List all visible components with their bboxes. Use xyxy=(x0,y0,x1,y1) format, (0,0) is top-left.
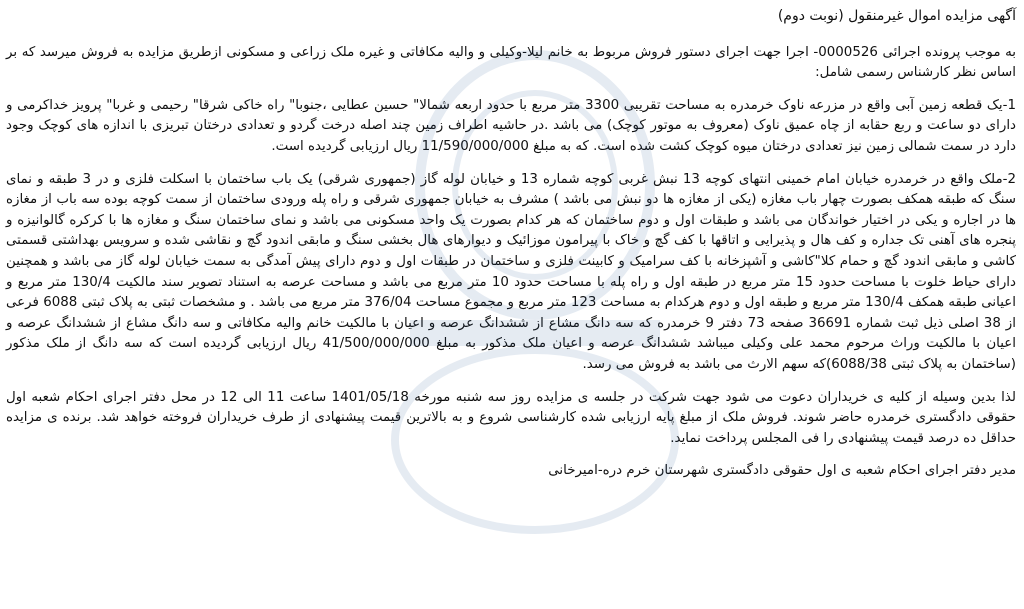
notice-signature: مدیر دفتر اجرای احکام شعبه ی اول حقوقی دادگستری شهرستان خرم دره-امیرخانی xyxy=(548,463,1016,479)
auction-invitation: لذا بدین وسیله از کلیه ی خریداران دعوت می شود جهت شرکت در جلسه ی مزایده روز سه شنبه مورخه 1401/05/18 ساعت 11 الی 12 در محل دفتر اجرای احکام شعبه اول حقوقی دادگستری خرمدره حاضر شوند. فروش ملک از مبلغ پایه ارزیابی شده کارشناسی شروع و به بالاترین قیمت پیشنهادی از طرف خریداران فروخته خواهد شد. برنده ی مزایده حداقل ده درصد قیمت پیشنهادی را فی المجلس پرداخت نماید. xyxy=(6,389,1016,446)
property-item-1: 1-یک قطعه زمین آبی واقع در مزرعه ناوک خرمدره به مساحت تقریبی 3300 متر مربع با حدود اربعه شمالا" حسین عطایی ،جنوبا" راه خاکی شرقا" رحیمی و غربا" پرویز خداکرمی و دارای دو ساعت و ربع حقابه از چاه عمیق ناوک (معروف به موتور کوچک) می باشد .در حاشیه اطراف زمین چند اصله درخت گردو و تعدادی درختان تبریزی با اندازه های کوچک وجود دارد در سمت شمالی زمین نیز تعدادی درختان میوه کوچک کشت شده است. که به مبلغ 11/590/000/000 ریال ارزیابی گردیده است. xyxy=(6,97,1016,154)
notice-document xyxy=(6,6,1016,604)
notice-intro: به موجب پرونده اجرائی 0000526- اجرا جهت اجرای دستور فروش مربوط به خانم لیلا-وکیلی و والیه مکافاتی و غیره ملک زراعی و مسکونی ازطریق مزایده به فروش میرسد که بر اساس نظر کارشناس رسمی شامل: xyxy=(6,44,1016,81)
notice-title: آگهی مزایده اموال غیرمنقول (نوبت دوم) xyxy=(777,8,1016,24)
property-item-2: 2-ملک واقع در خرمدره خیابان امام خمینی انتهای کوچه 13 نبش غربی کوچه شماره 13 و خیابان لوله گاز (جمهوری شرقی) یک باب ساختمان با اسکلت فلزی و در 3 طبقه و نمای سنگ که طبقه همکف بصورت چهار باب مغازه (یکی از مغازه ها دو نبش می باشد ) مشرف به خیابان جمهوری شرقی و راه پله ورودی ساختمان از سمت کوچه بوده سه باب از مغازه ها در اجاره و یکی در اختیار خواندگان می باشد و طبقات اول و دوم ساختمان که هر کدام بصورت یک واحد مسکونی می باشد و نمای ساختمان سنگ و مغازه ها با کرکره گالوانیزه و پنجره های آهنی تک جداره و کف هال و پذیرایی و اتاقها با کف گچ و خاک با پیرامون موزائیک و دیوارهای هال بخشی سنگ و مابقی اندود گچ و نقاشی شده و سرویس بهداشتی قسمتی کاشی و مابقی اندود گچ و حمام کلا"کاشی و آشپزخانه با کف سرامیک و کابینت فلزی و ساختمان در طبقات اول و دوم دارای پیش آمدگی به سمت خیابان لوله گاز می باشد و همچنین دارای حیاط خلوت با مساحت حدود 15 متر مربع در طبقه اول و راه پله با مساحت حدود 10 متر مربع می باشد و مساحت عرصه به استناد تصویر سند مالکیت 130/4 متر مربع و اعیانی طبقه همکف 130/4 متر مربع و طبقه اول و دوم هرکدام به مساحت 123 متر مربع و مجموع مساحت 376/04 متر مربع می باشد . و مشخصات ثبتی به پلاک ثبتی 6088 فرعی از 38 اصلی ذیل ثبت شماره 36691 صفحه 73 دفتر 9 خرمدره که سه دانگ مشاع از ششدانگ عرصه و اعیان با مالکیت خانم والیه مکافاتی و سه دانگ مشاع از ششدانگ عرصه و اعیان با مالکیت وراث مرحوم محمد علی وکیلی میباشد ششدانگ عرصه و اعیان ملک مذکور به مبلغ 41/500/000/000 ریال ارزیابی گردیده است که سه دانگ از ملک مذکور (ساختمان به پلاک ثبتی 6088/38)که سهم الارث می باشد به فروش می رسد. xyxy=(6,171,1016,372)
